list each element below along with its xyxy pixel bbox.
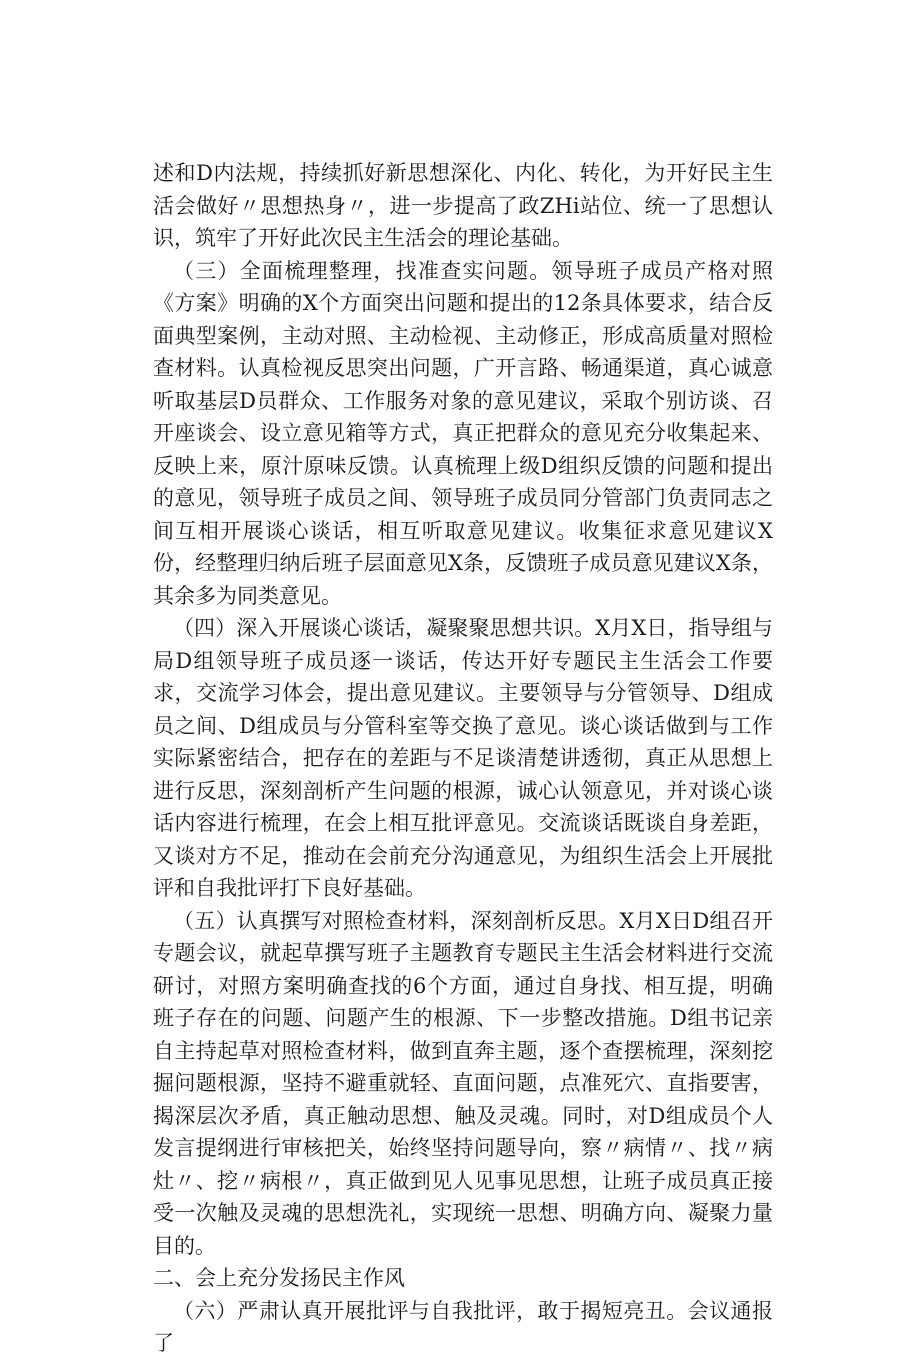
paragraph-section-6: （六）严肃认真开展批评与自我批评，敢于揭短亮丑。会议通报了 — [153, 1298, 773, 1355]
section-heading-2: 二、会上充分发扬民主作风 — [153, 1266, 405, 1290]
document-body — [153, 157, 773, 1360]
paragraph-section-5: （五）认真撰写对照检查材料，深刻剖析反思。X月X日D组召开专题会议，就起草撰写班子主题教育专题民主生活会材料进行交流研讨，对照方案明确查找的6个方面，通过自身找、相互提，明确班子存在的问题、问题产生的根源、下一步整改措施。D组书记亲自主持起草对照检查材料，做到直奔主题，逐个查摆梳理，深刻挖掘问题根源，坚持不避重就轻、直面问题，点准死穴、直指要害，揭深层次矛盾，真正触动思想、触及灵魂。同时，对D组成员个人发言提纲进行审核把关，始终坚持问题导向，察〃病情〃、找〃病灶〃、挖〃病根〃，真正做到见人见事见思想，让班子成员真正接受一次触及灵魂的思想洗礼，实现统一思想、明确方向、凝聚力量目的。 — [153, 908, 773, 1258]
paragraph-intro-continuation: 述和D内法规，持续抓好新思想深化、内化、转化，为开好民主生活会做好〃思想热身〃，进一步提高了政ZHi站位、统一了思想认识，筑牢了开好此次民主生活会的理论基础。 — [153, 161, 773, 250]
paragraph-section-4: （四）深入开展谈心谈话，凝聚聚思想共识。X月X日，指导组与局D组领导班子成员逐一谈话，传达开好专题民主生活会工作要求，交流学习体会，提出意见建议。主要领导与分管领导、D组成员之间、D组成员与分管科室等交换了意见。谈心谈话做到与工作实际紧密结合，把存在的差距与不足谈清楚讲透彻，真正从思想上进行反思，深刻剖析产生问题的根源，诚心认领意见，并对谈心谈话内容进行梳理，在会上相互批评意见。交流谈话既谈自身差距，又谈对方不足，推动在会前充分沟通意见，为组织生活会上开展批评和自我批评打下良好基础。 — [153, 616, 773, 900]
paragraph-section-3: （三）全面梳理整理，找准查实问题。领导班子成员产格对照《方案》明确的X个方面突出问题和提出的12条具体要求，结合反面典型案例，主动对照、主动检视、主动修正，形成高质量对照检查材料。认真检视反思突出问题，广开言路、畅通渠道，真心诚意听取基层D员群众、工作服务对象的意见建议，采取个别访谈、召开座谈会、设立意见箱等方式，真正把群众的意见充分收集起来、反映上来，原汁原味反馈。认真梳理上级D组织反馈的问题和提出的意见，领导班子成员之间、领导班子成员同分管部门负责同志之间互相开展谈心谈话，相互听取意见建议。收集征求意见建议X份，经整理归纳后班子层面意见X条，反馈班子成员意见建议X条，其余多为同类意见。 — [153, 258, 773, 608]
